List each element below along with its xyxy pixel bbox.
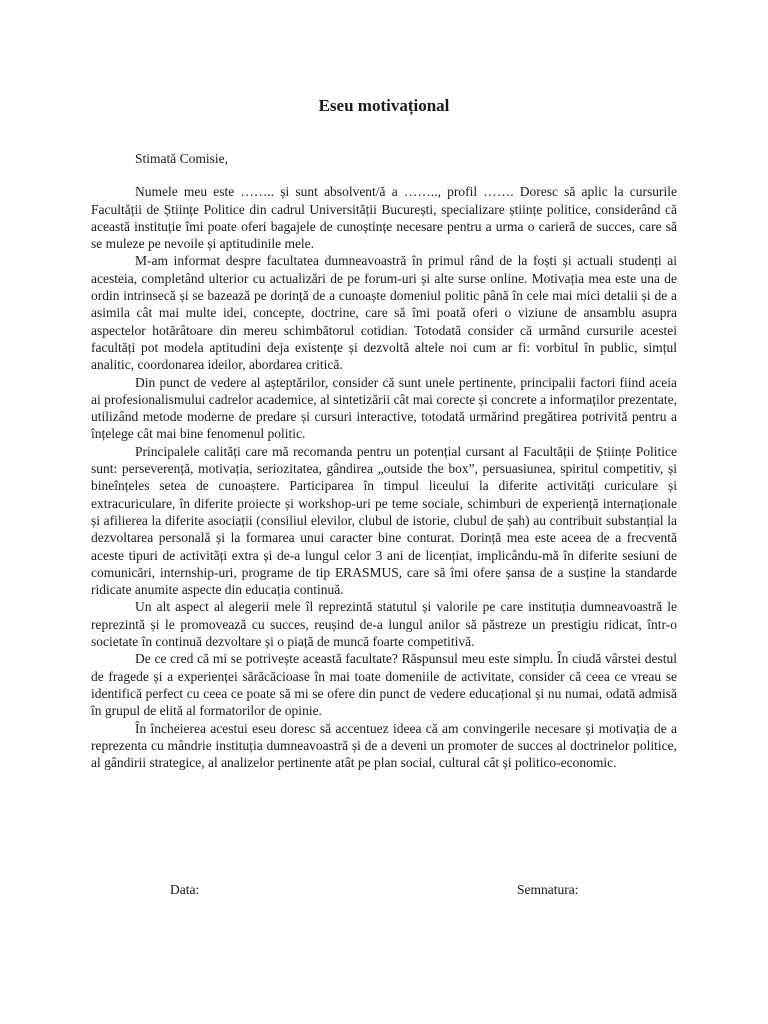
date-label: Data:: [170, 882, 200, 897]
paragraph-values: Un alt aspect al alegerii mele îl reprezintă statutul și valorile pe care instituția dumneavoastră le reprezintă și le promovează cu succes, reușind de-a lungul anilor să păstreze un prestigiu ridicat, într-o societate în continuă dezvoltare și o piață de muncă foarte competitivă.: [91, 599, 677, 650]
signature-label: Semnatura:: [517, 882, 579, 897]
paragraph-fit: De ce cred că mi se potrivește această facultate? Răspunsul meu este simplu. În ciudă vârstei destul de fragede și a experienței sărăcăcioase în mai toate domeniile de activitate, consider că ceea ce vreau se identifică perfect cu ceea ce poate să mi se ofere din punct de vedere educațional și nu numai, odată admisă în grupul de elită al formatorilor de opinie.: [91, 651, 677, 719]
paragraph-qualities: Principalele calități care mă recomanda pentru un potențial cursant al Facultății de Științe Politice sunt: perseverență, motivația, seriozitatea, gândirea „outside the box”, persuasiunea, spiritul competitiv, și bineînțeles setea de cunoaștere. Participarea în timpul liceului la diferite activități curiculare și extracuriculare, în diferite proiecte și workshop-uri pe teme sociale, schimburi de experiență internaționale și afilierea la diferite asociații (consiliul elevilor, clubul de istorie, clubul de șah) au contribuit substanțial la dezvoltarea personală și la formarea unui caracter bine conturat. Dorință mea este aceea de a frecventă aceste tipuri de activități extra și de-a lungul celor 3 ani de licențiat, implicându-mă în diferite sesiuni de comunicări, internship-uri, programe de tip ERASMUS, care să îmi ofere șansa de a susține la standarde ridicate anumite aspecte din educația continuă.: [91, 443, 677, 598]
salutation: Stimată Comisie,: [135, 151, 228, 166]
paragraph-motivation: M-am informat despre facultatea dumneavoastră în primul rând de la foști și actuali studenți ai acesteia, completând ulterior cu actualizări de pe forum-uri și alte surse online. Motivația mea este una de ordin intrinsecă și se bazează pe dorință de a cunoaște domeniul politic până în cele mai mici detalii și de a asimila cât mai multe idei, concepte, doctrine, care să îmi poată oferi o viziune de ansamblu asupra aspectelor hotărâtoare din mereu schimbătorul cotidian. Totodată consider că urmând cursurile acestei facultăți pot modela aptitudini deja existențe și dezvoltă altele noi cum ar fi: vorbitul în public, simțul analitic, coordonarea ideilor, abordarea critică.: [91, 253, 677, 373]
paragraph-expectations: Din punct de vedere al așteptărilor, consider că sunt unele pertinente, principalii factori fiind aceia ai profesionalismului cadrelor academice, al sintetizării cât mai corecte și concrete a informaților prezentate, utilizând metode moderne de predare și cursuri interactive, totodată urmărind pregătirea potrivită pentru a înțelege cât mai bine fenomenul politic.: [91, 374, 677, 442]
paragraph-conclusion: În încheierea acestui eseu doresc să accentuez ideea că am convingerile necesare și motivația de a reprezenta cu mândrie instituția dumneavoastră și de a deveni un promoter de succes al doctrinelor politice, al gândirii strategice, al analizelor pertinente atât pe plan social, cultural cât și politico-economic.: [91, 720, 677, 771]
paragraph-intro: Numele meu este …….. și sunt absolvent/ă a …….., profil ……. Doresc să aplic la cursurile Facultății de Științe Politice din cadrul Universității București, specializare științe politice, considerând că această instituție îmi poate oferi bagajele de cunoștințe necesare pentru a urma o carieră de succes, care să se muleze pe nevoile și aptitudinile mele.: [91, 184, 677, 252]
essay-title: Eseu motivațional: [318, 96, 450, 115]
essay-body: [91, 150, 677, 771]
